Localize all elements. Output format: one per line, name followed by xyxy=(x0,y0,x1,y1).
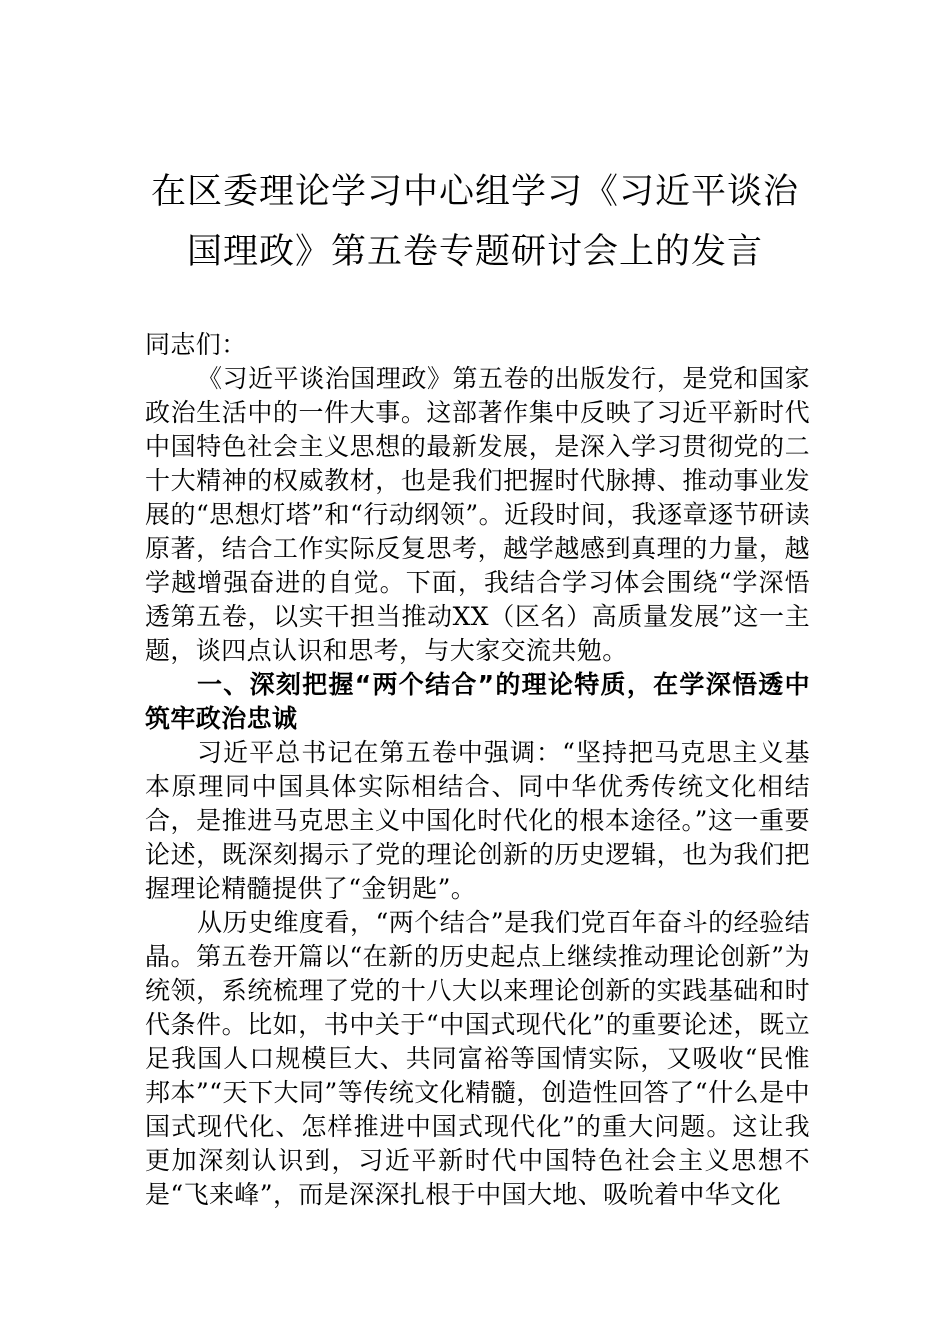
salutation: 同志们： xyxy=(145,330,247,359)
document-body xyxy=(145,328,810,1212)
intro-paragraph: 《习近平谈治国理政》第五卷的出版发行，是党和国家政治生活中的一件大事。这部著作集中反映了习近平新时代中国特色社会主义思想的最新发展，是深入学习贯彻党的二十大精神的权威教材，也是我们把握时代脉搏、推动事业发展的“思想灯塔”和“行动纲领”。近段时间，我逐章逐节研读原著，结合工作实际反复思考，越学越感到真理的力量，越学越增强奋进的自觉。下面，我结合学习体会围绕“学深悟透第五卷，以实干担当推动XX（区名）高质量发展”这一主题，谈四点认识和思考，与大家交流共勉。 xyxy=(145,364,810,665)
section-1-heading: 一、深刻把握“两个结合”的理论特质，在学深悟透中筑牢政治忠诚 xyxy=(145,670,810,733)
document-title xyxy=(120,162,830,282)
section-1-paragraph-2: 从历史维度看，“两个结合”是我们党百年奋斗的经验结晶。第五卷开篇以“在新的历史起点上继续推动理论创新”为统领，系统梳理了党的十八大以来理论创新的实践基础和时代条件。比如，书中关于“中国式现代化”的重要论述，既立足我国人口规模巨大、共同富裕等国情实际，又吸收“民惟邦本”“天下大同”等传统文化精髓，创造性回答了“什么是中国式现代化、怎样推进中国式现代化”的重大问题。这让我更加深刻认识到，习近平新时代中国特色社会主义思想不是“飞来峰”，而是深深扎根于中国大地、吸吮着中华文化 xyxy=(145,908,810,1209)
title-line-2: 国理政》第五卷专题研讨会上的发言 xyxy=(186,232,763,272)
section-1-paragraph-1: 习近平总书记在第五卷中强调：“坚持把马克思主义基本原理同中国具体实际相结合、同中华优秀传统文化相结合，是推进马克思主义中国化时代化的根本途径。”这一重要论述，既深刻揭示了党的理论创新的历史逻辑，也为我们把握理论精髓提供了“金钥匙”。 xyxy=(145,738,810,903)
title-line-1: 在区委理论学习中心组学习《习近平谈治 xyxy=(150,172,799,212)
